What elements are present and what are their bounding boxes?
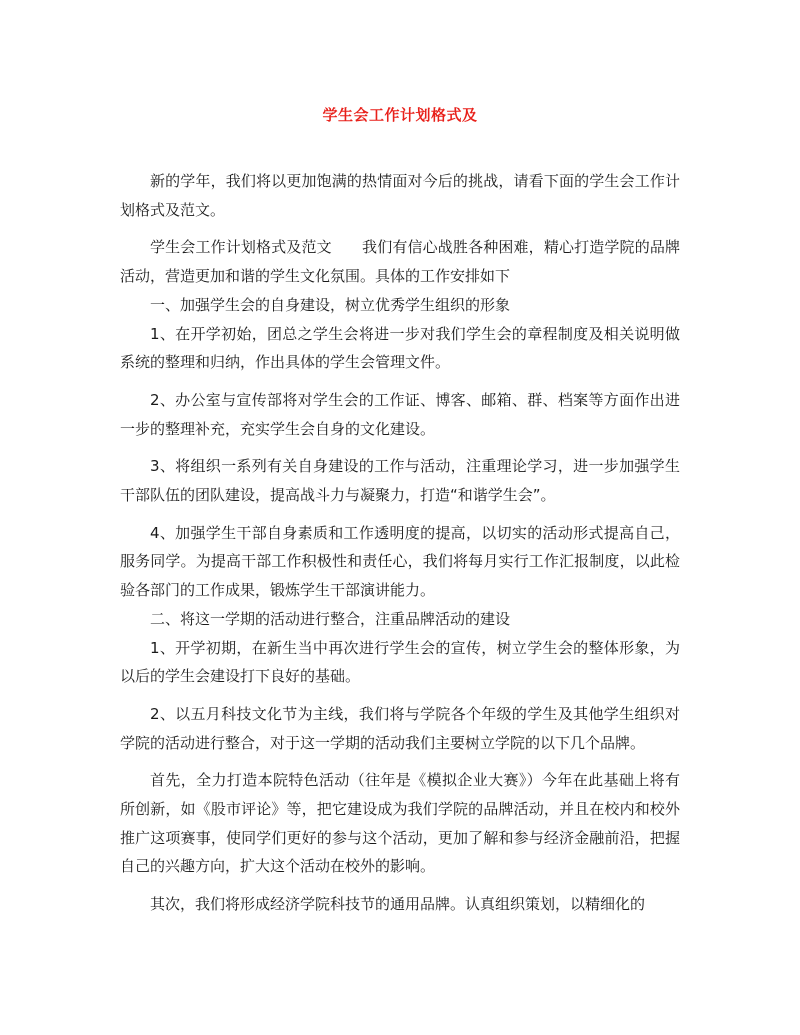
paragraph-overview: 学生会工作计划格式及范文 我们有信心战胜各种困难，精心打造学院的品牌活动，营造更加和谐的学生文化氛围。具体的工作安排如下 — [120, 238, 680, 286]
paragraph-item: 2、办公室与宣传部将对学生会的工作证、博客、邮箱、群、档案等方面作出进一步的整理补充，充实学生会自身的文化建设。 — [120, 390, 680, 438]
paragraph-item: 3、将组织一系列有关自身建设的工作与活动，注重理论学习，进一步加强学生干部队伍的团队建设，提高战斗力与凝聚力，打造“和谐学生会”。 — [120, 457, 680, 505]
paragraph-item: 4、加强学生干部自身素质和工作透明度的提高，以切实的活动形式提高自己，服务同学。为提高干部工作积极性和责任心，我们将每月实行工作汇报制度，以此检验各部门的工作成果，锻炼学生干部演讲能力。 — [120, 523, 680, 600]
document-title: 学生会工作计划格式及 — [322, 106, 478, 124]
paragraph-item: 1、在开学初始，团总之学生会将进一步对我们学生会的章程制度及相关说明做系统的整理和归纳，作出具体的学生会管理文件。 — [120, 324, 680, 372]
document-body — [120, 167, 680, 919]
paragraph-item: 首先，全力打造本院特色活动（往年是《模拟企业大赛》）今年在此基础上将有所创新，如《股市评论》等，把它建设成为我们学院的品牌活动，并且在校内和校外推广这项赛事，使同学们更好的参与这个活动，更加了解和参与经济金融前沿，把握自己的兴趣方向，扩大这个活动在校外的影响。 — [120, 771, 680, 876]
section-heading-2: 二、将这一学期的活动进行整合，注重品牌活动的建设 — [150, 609, 511, 628]
paragraph-item: 2、以五月科技文化节为主线，我们将与学院各个年级的学生及其他学生组织对学院的活动进行整合，对于这一学期的活动我们主要树立学院的以下几个品牌。 — [120, 704, 680, 752]
paragraph-item: 其次，我们将形成经济学院科技节的通用品牌。认真组织策划，以精细化的 — [150, 895, 646, 914]
paragraph-intro: 新的学年，我们将以更加饱满的热情面对今后的挑战，请看下面的学生会工作计划格式及范文。 — [120, 172, 680, 219]
section-heading-1: 一、加强学生会的自身建设，树立优秀学生组织的形象 — [150, 295, 511, 314]
paragraph-item: 1、开学初期，在新生当中再次进行学生会的宣传，树立学生会的整体形象，为以后的学生会建设打下良好的基础。 — [120, 638, 680, 686]
